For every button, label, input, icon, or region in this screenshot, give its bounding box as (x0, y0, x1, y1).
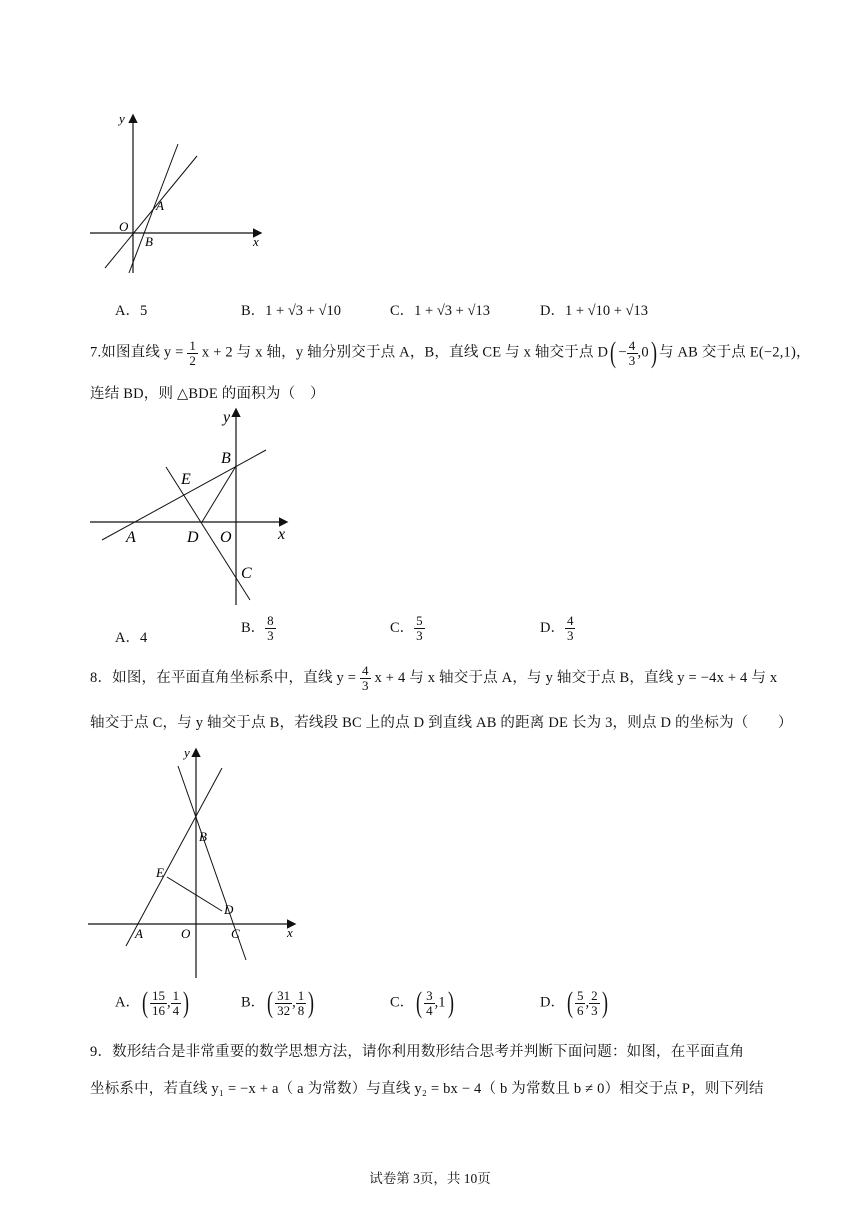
q8-figure (86, 738, 306, 980)
q7-text-b: x + 2 与 x 轴，y 轴分别交于点 A，B，直线 CE 与 x 轴交于点 D (201, 344, 609, 361)
option-label: B． (241, 619, 266, 636)
option-label: A． (115, 994, 140, 1011)
q8-text-b: x + 4 与 x 轴交于点 A，与 y 轴交于点 B，直线 y = −4x + 4 与 x (374, 669, 778, 686)
q7-d-label: D (187, 529, 199, 546)
q8-segment-de (167, 877, 222, 911)
q8-line-ab (126, 768, 222, 946)
q8-option-a[interactable]: A．( $\frac{15}{16}$ , $\frac{1}{4}$ ) (115, 986, 190, 1019)
q6-b-label: B (145, 234, 153, 249)
option-y-fraction: $\frac{1}{8}$ (297, 987, 305, 1018)
q9-stem-line2: 坐标系中，若直线 y₁ = −x + a（ a 为常数）与直线 y₂ = bx − 4（ b 为常数且 b ≠ 0）相交于点 P，则下列结 (90, 1081, 764, 1097)
q6-a-label: A (156, 198, 164, 213)
q7-stem-line2: 连结 BD，则 △BDE 的面积为（ ） (90, 386, 325, 402)
q8-a-label: A (135, 926, 143, 941)
option-x-fraction: $\frac{5}{6}$ (576, 987, 584, 1018)
q7-text-a: 如图直线 y = (101, 344, 184, 361)
option-label: D． (540, 994, 565, 1011)
option-x-fraction: $\frac{31}{32}$ (277, 987, 291, 1018)
option-label: D． (540, 619, 565, 636)
q7-e-label: E (181, 471, 191, 488)
q8-b-label: B (199, 829, 207, 844)
q8-c-label: C (231, 926, 240, 941)
q7-x-label: x (278, 526, 286, 543)
q8-slope-fraction: $\frac{4}{3}$ (361, 663, 369, 693)
option-label: B． (241, 994, 266, 1011)
q7-slope-fraction: $\frac{1}{2}$ (189, 337, 197, 368)
q7-b-label: B (221, 450, 231, 467)
option-value: 5 (139, 303, 148, 319)
q7-y-label: y (223, 409, 231, 426)
q8-stem-line2: 轴交于点 C，与 y 轴交于点 B，若线段 BC 上的点 D 到直线 AB 的距离 DE 长为 3，则点 D 的坐标为（ ） (90, 715, 793, 731)
q7-option-a[interactable] (115, 626, 147, 647)
option-value: 1 + √3 + √13 (414, 303, 490, 319)
q8-x-label: x (287, 925, 293, 940)
option-value: 1 + √10 + √13 (564, 303, 649, 319)
q9-stem-line1: 9．数形结合是非常重要的数学思想方法，请你利用数形结合思考并判断下面问题：如图，在平面直角 (90, 1044, 745, 1060)
option-fraction: $\frac{5}{3}$ (416, 613, 423, 643)
q7-stem-line1: 7.如图直线 y = $\frac{1}{2}$ x + 2 与 x 轴，y 轴分别交于点 A，B，直线 CE 与 x 轴交于点 D( − $\frac{4}{3}$ ,0) 与 AB 交于点 E(−2,1)， (90, 336, 811, 369)
q6-line-1 (105, 156, 197, 268)
q7-figure (88, 405, 303, 610)
option-x-fraction: $\frac{3}{4}$ (426, 987, 433, 1018)
option-value: 4 (139, 630, 148, 646)
option-label: C． (390, 303, 415, 319)
option-y-value: 1 (438, 994, 446, 1011)
q6-option-c[interactable] (390, 299, 490, 320)
option-value: 1 + √3 + √10 (265, 303, 341, 319)
q7-o-label: O (220, 529, 232, 546)
q7-a-label: A (126, 529, 136, 546)
q7-option-d[interactable] (540, 614, 575, 643)
q8-number: 8． (90, 669, 113, 686)
q6-y-label: y (119, 111, 125, 126)
option-label: A． (115, 303, 140, 319)
option-fraction: $\frac{4}{3}$ (566, 613, 574, 643)
q7-option-b[interactable] (241, 614, 276, 643)
q7-line-ce (166, 467, 250, 600)
q8-d-label: D (224, 902, 234, 917)
q7-option-c[interactable] (390, 614, 425, 643)
q7-line-bd (202, 466, 236, 522)
q8-y-label: y (184, 745, 190, 760)
q7-d-fraction: $\frac{4}{3}$ (628, 337, 636, 368)
q7-text-c: 与 AB 交于点 E(−2,1)， (658, 344, 811, 361)
page-footer: 试卷第 3页，共 10页 (369, 1171, 491, 1186)
q6-figure (85, 108, 275, 278)
option-y-fraction: $\frac{1}{4}$ (172, 987, 180, 1018)
q8-option-c[interactable]: C．( $\frac{3}{4}$ ,1) (390, 986, 454, 1019)
option-label: D． (540, 303, 565, 319)
q6-line-2 (129, 144, 178, 273)
option-label: B． (241, 303, 266, 319)
q6-o-label: O (119, 219, 129, 234)
q6-x-label: x (253, 234, 259, 249)
q6-option-a[interactable] (115, 299, 147, 320)
q8-option-d[interactable]: D．( $\frac{5}{6}$ , $\frac{2}{3}$ ) (540, 986, 608, 1019)
q8-stem-line1 (90, 664, 777, 693)
option-label: A． (115, 630, 140, 646)
option-fraction: $\frac{8}{3}$ (267, 613, 274, 643)
option-label: C． (390, 619, 415, 636)
q6-option-d[interactable] (540, 299, 648, 320)
option-y-fraction: $\frac{2}{3}$ (591, 987, 598, 1018)
q6-option-b[interactable] (241, 299, 341, 320)
q8-option-b[interactable]: B．( $\frac{31}{32}$ , $\frac{1}{8}$ ) (241, 986, 315, 1019)
q8-text-a: 如图，在平面直角坐标系中，直线 y = (112, 669, 357, 686)
option-x-fraction: $\frac{15}{16}$ (151, 987, 165, 1018)
q7-c-label: C (241, 565, 252, 582)
q7-number: 7. (90, 344, 102, 361)
option-label: C． (390, 994, 415, 1011)
q8-e-label: E (156, 865, 164, 880)
q8-o-label: O (181, 926, 191, 941)
